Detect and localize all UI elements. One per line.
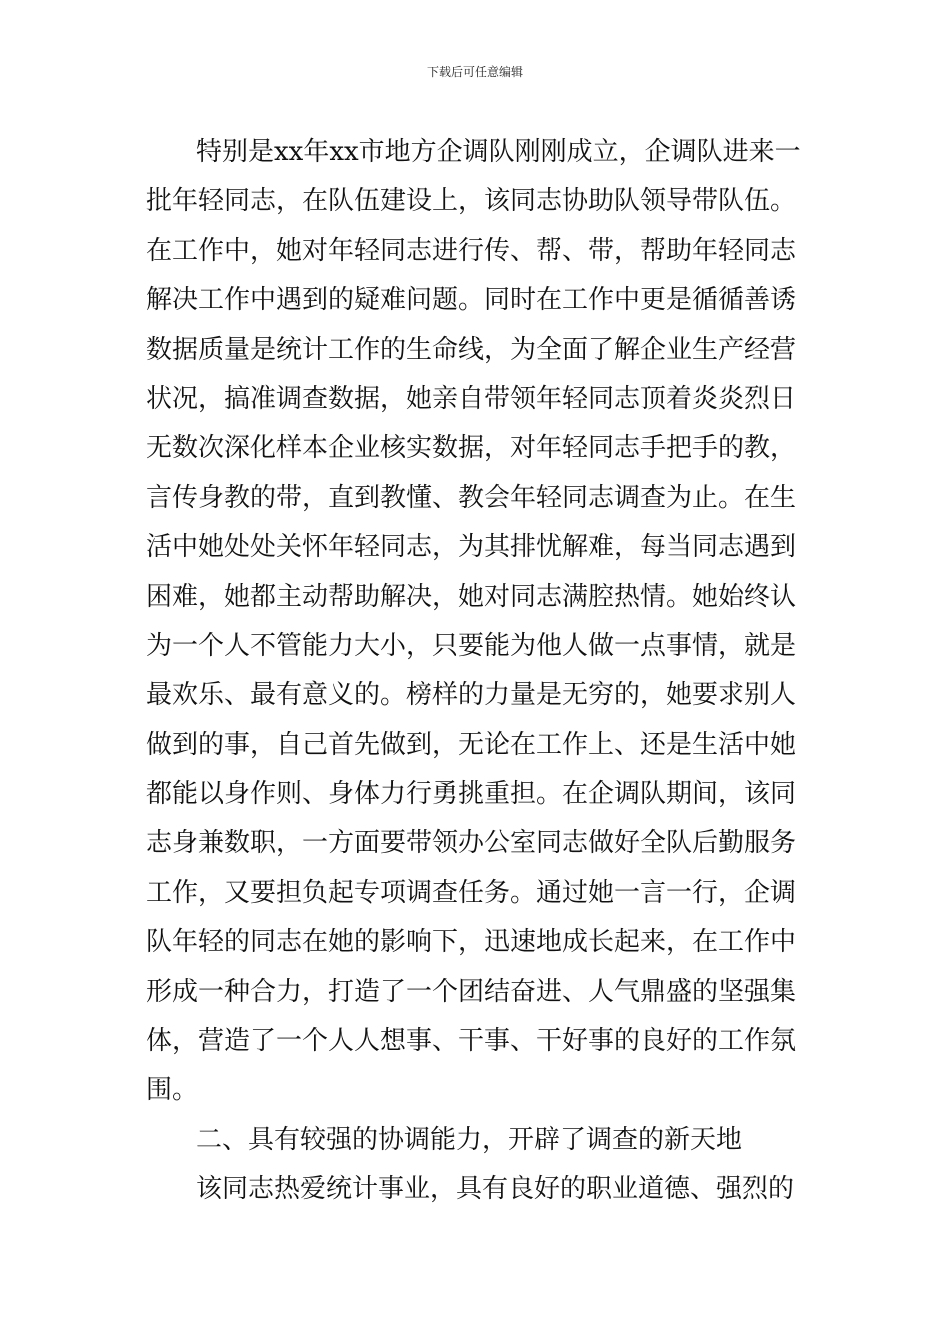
text-line: 队年轻的同志在她的影响下，迅速地成长起来，在工作中 (146, 927, 797, 958)
text-line: 都能以身作则、身体力行勇挑重担。在企调队期间，该同 (146, 779, 797, 810)
section-heading: 二、具有较强的协调能力，开辟了调查的新天地 (196, 1124, 743, 1155)
text-line: 志身兼数职，一方面要带领办公室同志做好全队后勤服务 (146, 828, 797, 859)
text-line: 言传身教的带，直到教懂、教会年轻同志调查为止。在生 (146, 482, 797, 513)
page-header: 下载后可任意编辑 (426, 65, 523, 79)
document-body (146, 128, 806, 1215)
text-line: 最欢乐、最有意义的。榜样的力量是无穷的，她要求别人 (146, 680, 797, 711)
text-line: 状况，搞准调查数据，她亲自带领年轻同志顶着炎炎烈日 (146, 383, 797, 414)
text-line: 形成一种合力，打造了一个团结奋进、人气鼎盛的坚强集 (146, 976, 797, 1007)
text-line: 在工作中，她对年轻同志进行传、帮、带，帮助年轻同志 (146, 235, 797, 266)
text-line: 该同志热爱统计事业，具有良好的职业道德、强烈的 (196, 1174, 795, 1205)
text-line: 围。 (146, 1075, 199, 1106)
text-line: 活中她处处关怀年轻同志，为其排忧解难，每当同志遇到 (146, 532, 797, 563)
text-line: 工作，又要担负起专项调查任务。通过她一言一行，企调 (146, 877, 797, 908)
text-line: 批年轻同志，在队伍建设上，该同志协助队领导带队伍。 (146, 186, 797, 217)
text-line: 解决工作中遇到的疑难问题。同时在工作中更是循循善诱 (146, 285, 797, 316)
text-line: 体，营造了一个人人想事、干事、干好事的良好的工作氛 (146, 1026, 797, 1057)
text-line: 做到的事，自己首先做到，无论在工作上、还是生活中她 (146, 729, 797, 760)
text-line: 为一个人不管能力大小，只要能为他人做一点事情，就是 (146, 630, 797, 661)
text-line: 无数次深化样本企业核实数据，对年轻同志手把手的教， (146, 433, 797, 464)
text-line: 数据质量是统计工作的生命线，为全面了解企业生产经营 (146, 334, 797, 365)
text-line: 特别是xx年xx市地方企调队刚刚成立，企调队进来一 (196, 137, 801, 167)
text-line: 困难，她都主动帮助解决，她对同志满腔热情。她始终认 (146, 581, 797, 612)
